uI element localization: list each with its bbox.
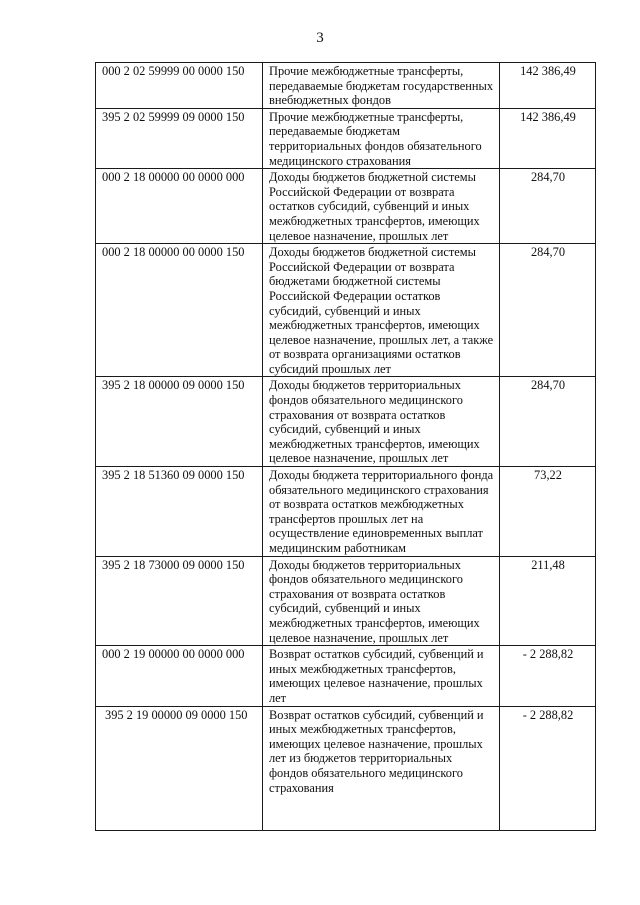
amount: - 2 288,82 <box>500 646 596 706</box>
revenue-name: Возврат остатков субсидий, субвенций и иных межбюджетных трансфертов, имеющих целевое назначение, прошлых лет <box>263 646 500 706</box>
budget-code: 000 2 18 00000 00 0000 150 <box>96 244 263 377</box>
budget-code: 395 2 18 51360 09 0000 150 <box>96 467 263 557</box>
revenue-name: Доходы бюджетов бюджетной системы Российской Федерации от возврата бюджетами бюджетной системы Российской Федерации остатков субсидий, субвенций и иных межбюджетных трансфертов, имеющих целевое назначение, прошлых лет, а также от возврата организациями остатков субсидий прошлых лет <box>263 244 500 377</box>
budget-code: 000 2 18 00000 00 0000 000 <box>96 169 263 244</box>
revenue-name: Доходы бюджетов бюджетной системы Российской Федерации от возврата остатков субсидий, субвенций и иных межбюджетных трансфертов, имеющих целевое назначение, прошлых лет <box>263 169 500 244</box>
amount: - 2 288,82 <box>500 706 596 830</box>
table-row <box>96 706 596 830</box>
revenue-name: Прочие межбюджетные трансферты, передаваемые бюджетам государственных внебюджетных фондов <box>263 63 500 109</box>
table-row <box>96 244 596 377</box>
table-row <box>96 556 596 646</box>
budget-code: 395 2 02 59999 09 0000 150 <box>96 108 263 168</box>
budget-revenue-table <box>95 62 596 831</box>
amount: 73,22 <box>500 467 596 557</box>
revenue-name: Прочие межбюджетные трансферты, передаваемые бюджетам территориальных фондов обязательного медицинского страхования <box>263 108 500 168</box>
budget-code: 000 2 19 00000 00 0000 000 <box>96 646 263 706</box>
table-row <box>96 646 596 706</box>
revenue-name: Доходы бюджетов территориальных фондов обязательного медицинского страхования от возврата остатков субсидий, субвенций и иных межбюджетных трансфертов, имеющих целевое назначение, прошлых лет <box>263 377 500 467</box>
table-row <box>96 63 596 109</box>
amount: 142 386,49 <box>500 63 596 109</box>
budget-code: 395 2 19 00000 09 0000 150 <box>96 706 263 830</box>
budget-code: 395 2 18 00000 09 0000 150 <box>96 377 263 467</box>
amount: 142 386,49 <box>500 108 596 168</box>
amount: 284,70 <box>500 169 596 244</box>
revenue-name: Возврат остатков субсидий, субвенций и иных межбюджетных трансфертов, имеющих целевое назначение, прошлых лет из бюджетов территориальных фондов обязательного медицинского страхования <box>263 706 500 830</box>
table-row <box>96 169 596 244</box>
amount: 284,70 <box>500 377 596 467</box>
table-row <box>96 467 596 557</box>
revenue-name: Доходы бюджета территориального фонда обязательного медицинского страхования от возврата остатков межбюджетных трансфертов прошлых лет на осуществление единовременных выплат медицинским работникам <box>263 467 500 557</box>
table-row <box>96 377 596 467</box>
revenue-name: Доходы бюджетов территориальных фондов обязательного медицинского страхования от возврата остатков субсидий, субвенций и иных межбюджетных трансфертов, имеющих целевое назначение, прошлых лет <box>263 556 500 646</box>
budget-code: 000 2 02 59999 00 0000 150 <box>96 63 263 109</box>
amount: 284,70 <box>500 244 596 377</box>
budget-code: 395 2 18 73000 09 0000 150 <box>96 556 263 646</box>
page-number: 3 <box>316 30 324 46</box>
amount: 211,48 <box>500 556 596 646</box>
table-row <box>96 108 596 168</box>
